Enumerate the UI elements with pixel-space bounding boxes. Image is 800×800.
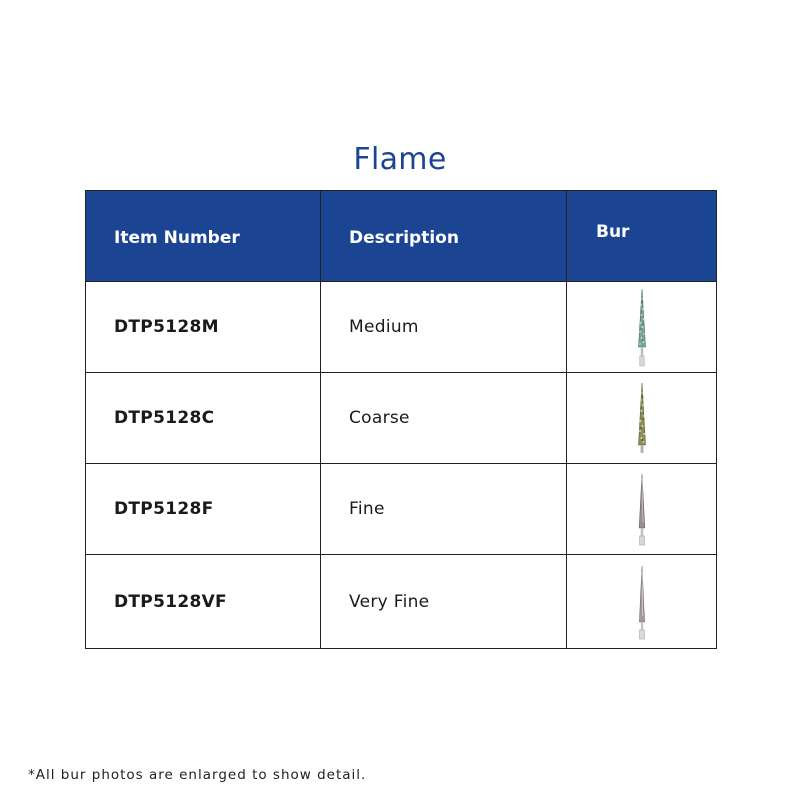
- bur-table: [85, 190, 717, 649]
- bur-cell: [567, 464, 717, 555]
- table-row: [86, 464, 717, 555]
- item-number-cell: DTP5128C: [86, 373, 321, 464]
- table-row: [86, 282, 717, 373]
- item-number-cell: DTP5128VF: [86, 555, 321, 649]
- medium-grit-flame-bur-icon: [632, 287, 652, 367]
- item-number-cell: DTP5128F: [86, 464, 321, 555]
- header-item-number: Item Number: [86, 191, 321, 282]
- very-fine-grit-flame-bur-icon: [632, 564, 652, 640]
- bur-cell: [567, 555, 717, 649]
- description-cell: Medium: [321, 282, 567, 373]
- table-header: [86, 191, 717, 282]
- page-title: Flame: [353, 142, 447, 177]
- coarse-grit-flame-bur-icon: [632, 381, 652, 455]
- item-number-cell: DTP5128M: [86, 282, 321, 373]
- bur-cell: [567, 282, 717, 373]
- header-bur: Bur: [567, 191, 717, 282]
- description-cell: Very Fine: [321, 555, 567, 649]
- table-row: [86, 555, 717, 649]
- description-cell: Fine: [321, 464, 567, 555]
- header-description: Description: [321, 191, 567, 282]
- description-cell: Coarse: [321, 373, 567, 464]
- footnote: *All bur photos are enlarged to show detail.: [28, 767, 367, 783]
- fine-grit-flame-bur-icon: [632, 472, 652, 546]
- bur-cell: [567, 373, 717, 464]
- table-row: [86, 373, 717, 464]
